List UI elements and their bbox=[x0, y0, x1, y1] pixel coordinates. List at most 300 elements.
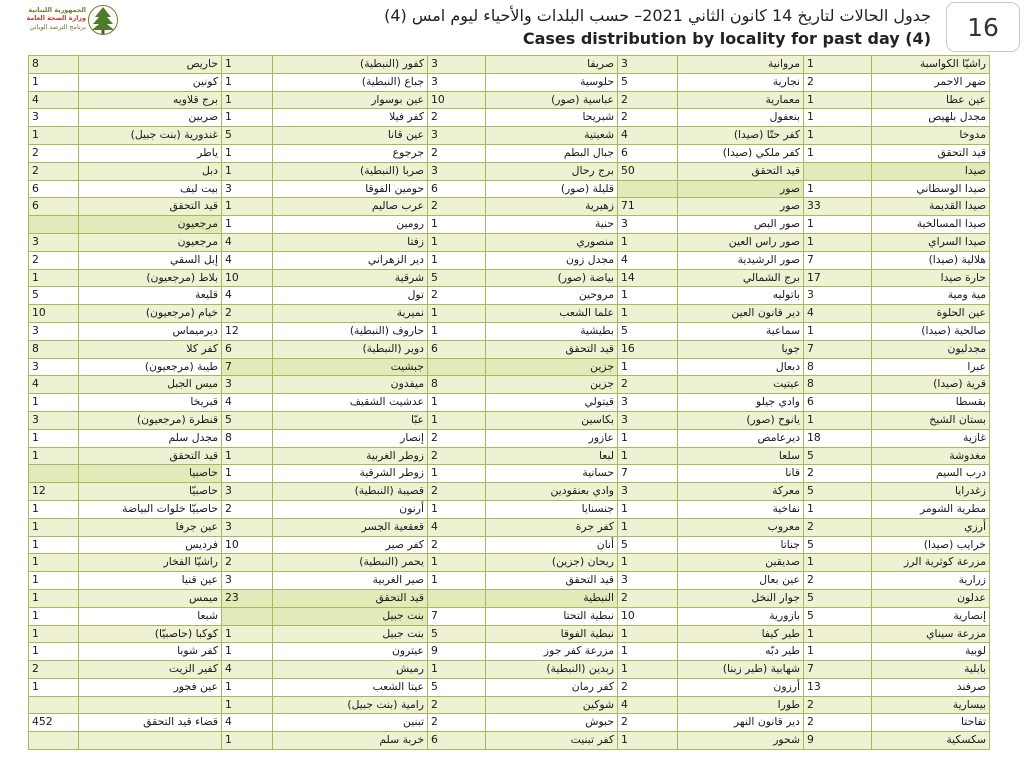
locality-name-cell: صريفا bbox=[486, 56, 618, 74]
case-count-cell: 3 bbox=[804, 287, 872, 305]
locality-name-cell: عين الحلوة bbox=[872, 305, 990, 323]
case-count-cell: 1 bbox=[29, 127, 79, 145]
locality-name-cell: فرديس bbox=[79, 536, 222, 554]
case-count-cell: 2 bbox=[618, 376, 678, 394]
locality-name-cell: دبل bbox=[79, 162, 222, 180]
locality-name-cell: نبطية الفوقا bbox=[486, 625, 618, 643]
locality-name-cell: كوكبا (حاصبيّا) bbox=[79, 625, 222, 643]
case-count-cell: 1 bbox=[428, 322, 486, 340]
locality-name-cell: قيد التحقق bbox=[486, 572, 618, 590]
table-row bbox=[29, 643, 990, 661]
locality-name-cell: ميمس bbox=[79, 589, 222, 607]
locality-name-cell: مية ومية bbox=[872, 287, 990, 305]
locality-name-cell: قيد التحقق bbox=[79, 447, 222, 465]
case-count-cell: 6 bbox=[804, 394, 872, 412]
locality-name-cell: شبعا bbox=[79, 607, 222, 625]
case-count-cell: 1 bbox=[428, 216, 486, 234]
case-count-cell: 1 bbox=[222, 198, 273, 216]
logo-line-3: برنامج الترصد الوبائي bbox=[29, 22, 86, 31]
case-count-cell: 2 bbox=[804, 465, 872, 483]
locality-name-cell: سماعية bbox=[678, 322, 804, 340]
case-count-cell: 1 bbox=[29, 536, 79, 554]
locality-name-cell: سكسكية bbox=[872, 732, 990, 750]
case-count-cell: 1 bbox=[618, 233, 678, 251]
case-count-cell: 2 bbox=[428, 536, 486, 554]
logo-line-2: وزارة الصحة العامة bbox=[26, 14, 86, 23]
table-row bbox=[29, 91, 990, 109]
locality-name-cell: حاريص bbox=[79, 56, 222, 74]
locality-name-cell: يانوح (صور) bbox=[678, 411, 804, 429]
case-count-cell: 5 bbox=[428, 269, 486, 287]
case-count-cell: 3 bbox=[222, 518, 273, 536]
case-count-cell: 2 bbox=[804, 73, 872, 91]
case-count-cell: 13 bbox=[804, 678, 872, 696]
locality-name-cell: قيد التحقق bbox=[486, 340, 618, 358]
locality-name-cell: معمارية bbox=[678, 91, 804, 109]
case-count-cell: 2 bbox=[29, 162, 79, 180]
locality-name-cell: عين بعال bbox=[678, 572, 804, 590]
table-row bbox=[29, 127, 990, 145]
case-count-cell: 10 bbox=[29, 305, 79, 323]
locality-name-cell: دوير (النبطية) bbox=[273, 340, 428, 358]
case-count-cell: 5 bbox=[804, 607, 872, 625]
locality-name-cell: قليلة (صور) bbox=[486, 180, 618, 198]
case-count-cell: 3 bbox=[222, 483, 273, 501]
case-count-cell: 1 bbox=[618, 518, 678, 536]
locality-name-cell: مزرعة كفر جوز bbox=[486, 643, 618, 661]
locality-name-cell: قليعة bbox=[79, 287, 222, 305]
case-count-cell: 1 bbox=[29, 518, 79, 536]
locality-name-cell: تول bbox=[273, 287, 428, 305]
locality-name-cell: مروانية bbox=[678, 56, 804, 74]
case-count-cell: 5 bbox=[804, 483, 872, 501]
table-row bbox=[29, 109, 990, 127]
case-count-cell: 1 bbox=[222, 56, 273, 74]
case-count-cell bbox=[29, 216, 79, 234]
locality-name-cell: عيترون bbox=[273, 643, 428, 661]
locality-name-cell: كفر فيلا bbox=[273, 109, 428, 127]
table-row bbox=[29, 322, 990, 340]
locality-name-cell: مجدل سلم bbox=[79, 429, 222, 447]
case-count-cell: 8 bbox=[804, 358, 872, 376]
locality-name-cell: عين عطا bbox=[872, 91, 990, 109]
locality-name-cell: جبال البطم bbox=[486, 144, 618, 162]
case-count-cell bbox=[428, 589, 486, 607]
case-count-cell: 2 bbox=[428, 483, 486, 501]
table-row bbox=[29, 714, 990, 732]
locality-name-cell: كفر حتّا (صيدا) bbox=[678, 127, 804, 145]
page-title-english: Cases distribution by locality for past day (4) bbox=[522, 29, 931, 48]
locality-name-cell: بيسارية bbox=[872, 696, 990, 714]
locality-name-cell: صربا (النبطية) bbox=[273, 162, 428, 180]
locality-name-cell: راشيّا الكواسبة bbox=[872, 56, 990, 74]
locality-name-cell: قيد التحقق bbox=[678, 162, 804, 180]
case-count-cell: 16 bbox=[618, 340, 678, 358]
locality-name-cell: كفر صير bbox=[273, 536, 428, 554]
case-count-cell: 4 bbox=[29, 376, 79, 394]
case-count-cell: 18 bbox=[804, 429, 872, 447]
case-count-cell: 3 bbox=[618, 216, 678, 234]
case-count-cell: 1 bbox=[29, 554, 79, 572]
case-count-cell: 4 bbox=[222, 394, 273, 412]
case-count-cell: 7 bbox=[804, 251, 872, 269]
locality-name-cell: مغدوشة bbox=[872, 447, 990, 465]
case-count-cell: 12 bbox=[222, 322, 273, 340]
locality-name-cell: معركة bbox=[678, 483, 804, 501]
locality-name-cell: جوار النخل bbox=[678, 589, 804, 607]
locality-name-cell: إبل السقي bbox=[79, 251, 222, 269]
case-count-cell: 8 bbox=[428, 376, 486, 394]
locality-name-cell: صالحية (صيدا) bbox=[872, 322, 990, 340]
table-row bbox=[29, 251, 990, 269]
locality-name-cell: حاروف (النبطية) bbox=[273, 322, 428, 340]
table-row bbox=[29, 572, 990, 590]
case-count-cell: 2 bbox=[428, 429, 486, 447]
locality-name-cell: جرجوع bbox=[273, 144, 428, 162]
locality-name-cell: تفاحتا bbox=[872, 714, 990, 732]
locality-name-cell: عين فجور bbox=[79, 678, 222, 696]
locality-name-cell: ريحان (جزين) bbox=[486, 554, 618, 572]
locality-name-cell: صيدا السراي bbox=[872, 233, 990, 251]
case-count-cell: 1 bbox=[618, 429, 678, 447]
locality-name-cell: ديرميماس bbox=[79, 322, 222, 340]
locality-name-cell: قانا bbox=[678, 465, 804, 483]
case-count-cell: 1 bbox=[804, 216, 872, 234]
case-count-cell: 1 bbox=[222, 144, 273, 162]
locality-name-cell: إنصار bbox=[273, 429, 428, 447]
case-count-cell: 3 bbox=[222, 180, 273, 198]
table-row bbox=[29, 287, 990, 305]
locality-name-cell: برج قلاويه bbox=[79, 91, 222, 109]
case-count-cell: 5 bbox=[804, 589, 872, 607]
locality-name-cell: عبّا bbox=[273, 411, 428, 429]
locality-name-cell: رميش bbox=[273, 661, 428, 679]
case-count-cell: 1 bbox=[804, 144, 872, 162]
locality-name-cell: نبطية التحتا bbox=[486, 607, 618, 625]
case-count-cell: 7 bbox=[804, 340, 872, 358]
case-count-cell: 8 bbox=[804, 376, 872, 394]
case-count-cell: 71 bbox=[618, 198, 678, 216]
case-count-cell: 1 bbox=[428, 572, 486, 590]
locality-name-cell: حنية bbox=[486, 216, 618, 234]
locality-name-cell: بازورية bbox=[678, 607, 804, 625]
locality-name-cell: دبعال bbox=[678, 358, 804, 376]
case-count-cell: 3 bbox=[29, 233, 79, 251]
locality-name-cell: نجارية bbox=[678, 73, 804, 91]
case-count-cell: 1 bbox=[804, 643, 872, 661]
case-count-cell: 3 bbox=[618, 56, 678, 74]
case-count-cell: 1 bbox=[222, 447, 273, 465]
locality-name-cell: صيدا المسالخية bbox=[872, 216, 990, 234]
locality-name-cell: برج الشمالي bbox=[678, 269, 804, 287]
case-count-cell: 7 bbox=[618, 465, 678, 483]
locality-name-cell: رومين bbox=[273, 216, 428, 234]
case-count-cell: 6 bbox=[428, 180, 486, 198]
locality-name-cell: شعيتية bbox=[486, 127, 618, 145]
table-row bbox=[29, 233, 990, 251]
case-count-cell: 1 bbox=[804, 500, 872, 518]
locality-name-cell: أنان bbox=[486, 536, 618, 554]
case-count-cell: 4 bbox=[222, 287, 273, 305]
locality-name-cell: بقسطا bbox=[872, 394, 990, 412]
locality-name-cell: معروب bbox=[678, 518, 804, 536]
locality-name-cell: حارة صيدا bbox=[872, 269, 990, 287]
case-count-cell: 1 bbox=[618, 732, 678, 750]
locality-name-cell: دير قانون النهر bbox=[678, 714, 804, 732]
locality-name-cell: جزين bbox=[486, 376, 618, 394]
case-count-cell: 2 bbox=[804, 696, 872, 714]
case-count-cell: 10 bbox=[428, 91, 486, 109]
locality-name-cell: جويا bbox=[678, 340, 804, 358]
case-count-cell: 2 bbox=[222, 305, 273, 323]
case-count-cell: 3 bbox=[618, 411, 678, 429]
locality-name-cell: عباسية (صور) bbox=[486, 91, 618, 109]
case-count-cell: 3 bbox=[222, 572, 273, 590]
case-count-cell: 1 bbox=[29, 394, 79, 412]
case-count-cell bbox=[29, 732, 79, 750]
locality-name-cell: مرجعيون bbox=[79, 233, 222, 251]
case-count-cell: 1 bbox=[222, 465, 273, 483]
locality-name-cell: وادي بعنقودين bbox=[486, 483, 618, 501]
case-count-cell: 1 bbox=[428, 411, 486, 429]
case-count-cell: 2 bbox=[428, 447, 486, 465]
locality-name-cell: رامية (بنت جبيل) bbox=[273, 696, 428, 714]
locality-name-cell: نفاخية bbox=[678, 500, 804, 518]
table-row bbox=[29, 394, 990, 412]
case-count-cell: 1 bbox=[29, 589, 79, 607]
case-count-cell: 4 bbox=[222, 714, 273, 732]
locality-name-cell: كفر جرة bbox=[486, 518, 618, 536]
case-count-cell bbox=[222, 607, 273, 625]
case-count-cell: 2 bbox=[428, 144, 486, 162]
locality-name-cell: صديقين bbox=[678, 554, 804, 572]
table-row bbox=[29, 180, 990, 198]
locality-name-cell: عين جرفا bbox=[79, 518, 222, 536]
locality-name-cell: ضهر الاحمر bbox=[872, 73, 990, 91]
locality-name-cell: عدلون bbox=[872, 589, 990, 607]
case-count-cell: 50 bbox=[618, 162, 678, 180]
case-count-cell: 1 bbox=[428, 500, 486, 518]
case-count-cell: 5 bbox=[428, 625, 486, 643]
cases-by-locality-table bbox=[28, 55, 990, 750]
locality-name-cell: كفر شوبا bbox=[79, 643, 222, 661]
locality-name-cell: مجدليون bbox=[872, 340, 990, 358]
case-count-cell: 1 bbox=[618, 554, 678, 572]
table-row bbox=[29, 536, 990, 554]
locality-name-cell: عبرا bbox=[872, 358, 990, 376]
case-count-cell: 1 bbox=[29, 500, 79, 518]
table-row bbox=[29, 661, 990, 679]
case-count-cell bbox=[618, 180, 678, 198]
locality-name-cell: درب السيم bbox=[872, 465, 990, 483]
locality-name-cell: حبوش bbox=[486, 714, 618, 732]
ministry-logo bbox=[6, 4, 118, 38]
case-count-cell: 7 bbox=[222, 358, 273, 376]
locality-name-cell: قيد التحقق bbox=[872, 144, 990, 162]
case-count-cell: 2 bbox=[618, 109, 678, 127]
locality-name-cell: زبدين (النبطية) bbox=[486, 661, 618, 679]
case-count-cell: 1 bbox=[222, 696, 273, 714]
case-count-cell: 2 bbox=[618, 678, 678, 696]
table-row bbox=[29, 144, 990, 162]
case-count-cell: 4 bbox=[222, 233, 273, 251]
locality-name-cell: قيد التحقق bbox=[79, 198, 222, 216]
logo-line-1: الجمهورية اللبنانية bbox=[28, 6, 86, 14]
locality-name-cell: سلعا bbox=[678, 447, 804, 465]
case-count-cell: 4 bbox=[618, 127, 678, 145]
locality-name-cell: عين قانا bbox=[273, 127, 428, 145]
case-count-cell: 1 bbox=[618, 625, 678, 643]
case-count-cell: 33 bbox=[804, 198, 872, 216]
locality-name-cell: نميرية bbox=[273, 305, 428, 323]
case-count-cell: 2 bbox=[222, 500, 273, 518]
locality-name-cell: قيتولي bbox=[486, 394, 618, 412]
case-count-cell: 6 bbox=[29, 198, 79, 216]
locality-name-cell: بيت ليف bbox=[79, 180, 222, 198]
case-count-cell: 1 bbox=[804, 109, 872, 127]
locality-name-cell: زرارية bbox=[872, 572, 990, 590]
table-row bbox=[29, 483, 990, 501]
locality-name-cell: صيدا الوسطاني bbox=[872, 180, 990, 198]
case-count-cell: 4 bbox=[29, 91, 79, 109]
case-count-cell: 1 bbox=[804, 625, 872, 643]
case-count-cell: 1 bbox=[618, 447, 678, 465]
case-count-cell: 1 bbox=[29, 447, 79, 465]
table-row bbox=[29, 411, 990, 429]
case-count-cell: 1 bbox=[804, 91, 872, 109]
locality-name-cell: مروحين bbox=[486, 287, 618, 305]
table-row bbox=[29, 198, 990, 216]
case-count-cell: 2 bbox=[428, 287, 486, 305]
locality-name-cell: جباع (النبطية) bbox=[273, 73, 428, 91]
case-count-cell: 10 bbox=[222, 269, 273, 287]
case-count-cell: 2 bbox=[428, 714, 486, 732]
table-row bbox=[29, 305, 990, 323]
case-count-cell bbox=[29, 696, 79, 714]
table-row bbox=[29, 589, 990, 607]
page-number-badge: 16 bbox=[946, 2, 1020, 52]
locality-name-cell: كفير الزيت bbox=[79, 661, 222, 679]
locality-name-cell: علما الشعب bbox=[486, 305, 618, 323]
locality-name-cell: شهابية (طير زبنا) bbox=[678, 661, 804, 679]
case-count-cell: 1 bbox=[618, 287, 678, 305]
locality-name-cell: أرزي bbox=[872, 518, 990, 536]
locality-name-cell: بطيشية bbox=[486, 322, 618, 340]
case-count-cell: 1 bbox=[222, 732, 273, 750]
locality-name-cell: بابلية bbox=[872, 661, 990, 679]
locality-name-cell: هلالية (صيدا) bbox=[872, 251, 990, 269]
case-count-cell: 1 bbox=[428, 233, 486, 251]
locality-name-cell: صور bbox=[678, 198, 804, 216]
locality-name-cell: غندورية (بنت جبيل) bbox=[79, 127, 222, 145]
case-count-cell: 9 bbox=[428, 643, 486, 661]
locality-name-cell: صرفند bbox=[872, 678, 990, 696]
case-count-cell: 2 bbox=[428, 109, 486, 127]
locality-name-cell: عدشيت الشقيف bbox=[273, 394, 428, 412]
case-count-cell: 1 bbox=[222, 91, 273, 109]
case-count-cell bbox=[804, 162, 872, 180]
case-count-cell: 2 bbox=[29, 251, 79, 269]
locality-name-cell: جبشيت bbox=[273, 358, 428, 376]
case-count-cell: 1 bbox=[428, 251, 486, 269]
case-count-cell: 2 bbox=[804, 714, 872, 732]
locality-name-cell: مزرعة سيناي bbox=[872, 625, 990, 643]
case-count-cell: 1 bbox=[222, 109, 273, 127]
case-count-cell: 1 bbox=[29, 607, 79, 625]
locality-name-cell: عازور bbox=[486, 429, 618, 447]
locality-name-cell: إنصارية bbox=[872, 607, 990, 625]
case-count-cell: 1 bbox=[428, 394, 486, 412]
case-count-cell: 6 bbox=[29, 180, 79, 198]
table-row bbox=[29, 465, 990, 483]
case-count-cell: 5 bbox=[222, 127, 273, 145]
case-count-cell: 4 bbox=[618, 251, 678, 269]
locality-name-cell: كفور (النبطية) bbox=[273, 56, 428, 74]
locality-name-cell: النبطية bbox=[486, 589, 618, 607]
locality-name-cell: بنعفول bbox=[678, 109, 804, 127]
case-count-cell: 6 bbox=[428, 340, 486, 358]
locality-name-cell: صور البص bbox=[678, 216, 804, 234]
locality-name-cell: كونين bbox=[79, 73, 222, 91]
case-count-cell: 4 bbox=[428, 518, 486, 536]
locality-name-cell: جنسنايا bbox=[486, 500, 618, 518]
case-count-cell: 9 bbox=[804, 732, 872, 750]
locality-name-cell: قبريخا bbox=[79, 394, 222, 412]
case-count-cell: 1 bbox=[428, 465, 486, 483]
case-count-cell: 8 bbox=[29, 340, 79, 358]
locality-name-cell: مجدل زون bbox=[486, 251, 618, 269]
locality-name-cell: ميفدون bbox=[273, 376, 428, 394]
locality-name-cell: زوطر الغربية bbox=[273, 447, 428, 465]
case-count-cell: 1 bbox=[428, 661, 486, 679]
case-count-cell: 1 bbox=[29, 572, 79, 590]
locality-name-cell: صور الرشيدية bbox=[678, 251, 804, 269]
locality-name-cell: شحور bbox=[678, 732, 804, 750]
locality-name-cell: عين قنيا bbox=[79, 572, 222, 590]
locality-name-cell: بلاط (مرجعيون) bbox=[79, 269, 222, 287]
locality-name-cell: مرجعيون bbox=[79, 216, 222, 234]
table-row bbox=[29, 376, 990, 394]
case-count-cell: 8 bbox=[222, 429, 273, 447]
case-count-cell: 8 bbox=[29, 56, 79, 74]
locality-name-cell: مزرعة كوثرية الرز bbox=[872, 554, 990, 572]
table-row bbox=[29, 340, 990, 358]
case-count-cell: 2 bbox=[29, 661, 79, 679]
case-count-cell: 5 bbox=[222, 411, 273, 429]
table-row bbox=[29, 607, 990, 625]
case-count-cell: 5 bbox=[618, 536, 678, 554]
case-count-cell: 1 bbox=[29, 73, 79, 91]
case-count-cell: 17 bbox=[804, 269, 872, 287]
case-count-cell: 2 bbox=[618, 714, 678, 732]
case-count-cell: 1 bbox=[428, 305, 486, 323]
case-count-cell: 1 bbox=[804, 56, 872, 74]
case-count-cell: 2 bbox=[804, 518, 872, 536]
locality-name-cell: غازية bbox=[872, 429, 990, 447]
locality-name-cell: زوطر الشرقية bbox=[273, 465, 428, 483]
locality-name-cell: حلوسية bbox=[486, 73, 618, 91]
locality-name-cell bbox=[79, 732, 222, 750]
case-count-cell: 3 bbox=[428, 56, 486, 74]
locality-name-cell: مدوخا bbox=[872, 127, 990, 145]
case-count-cell: 1 bbox=[222, 162, 273, 180]
locality-name-cell: دير الزهراني bbox=[273, 251, 428, 269]
case-count-cell: 7 bbox=[804, 661, 872, 679]
case-count-cell: 5 bbox=[618, 322, 678, 340]
locality-name-cell: طير كيفا bbox=[678, 625, 804, 643]
locality-name-cell: خيام (مرجعيون) bbox=[79, 305, 222, 323]
locality-name-cell: قعقعية الجسر bbox=[273, 518, 428, 536]
